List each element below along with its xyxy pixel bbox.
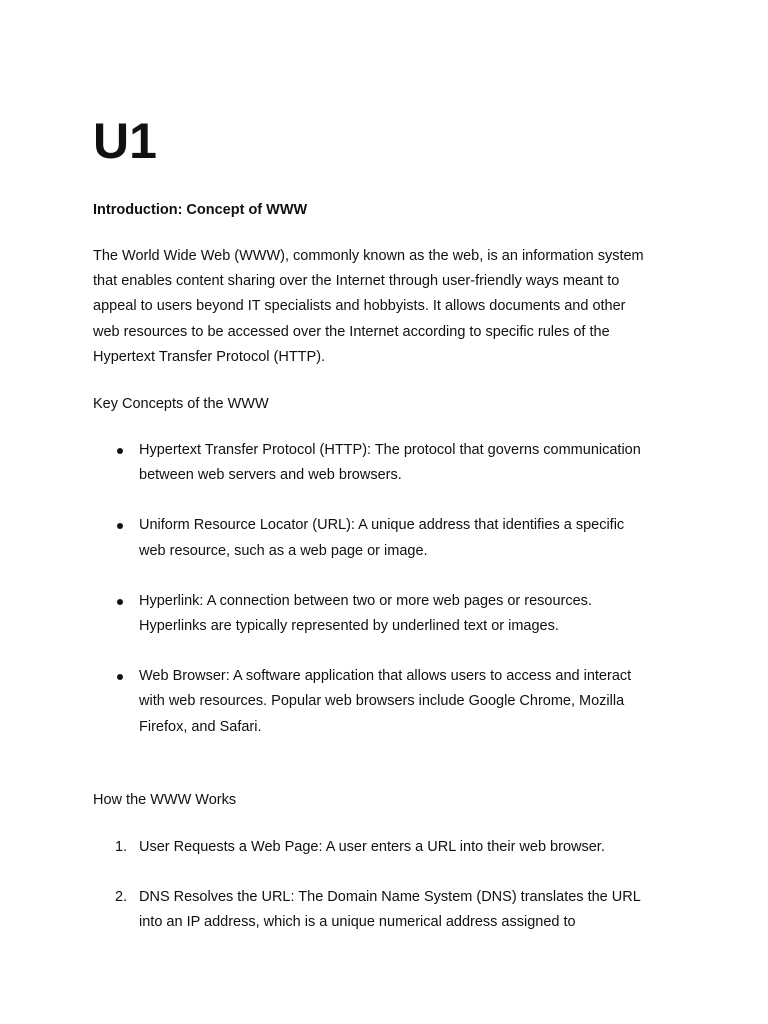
step-number: 1. — [115, 839, 128, 855]
bullet-icon — [117, 599, 123, 605]
how-www-works-steps — [93, 835, 653, 961]
step-number: 2. — [115, 889, 128, 906]
list-item-text: Hyperlink: A connection between two or more web pages or resources. Hyperlinks are typically represented by underlined text or images. — [139, 592, 592, 635]
list-item — [93, 664, 653, 740]
key-concepts-list — [93, 438, 653, 765]
list-item — [93, 885, 653, 935]
list-item — [93, 513, 653, 563]
bullet-icon — [117, 448, 123, 454]
section-heading: Introduction: Concept of WWW — [93, 202, 308, 218]
list-item-text: User Requests a Web Page: A user enters a URL into their web browser. — [139, 839, 605, 855]
bullet-icon — [117, 523, 123, 529]
list-item-text: Uniform Resource Locator (URL): A unique address that identifies a specific web resource, such as a web page or image. — [139, 517, 625, 559]
list-item — [93, 835, 653, 860]
list-item — [93, 589, 653, 639]
list-item — [93, 438, 653, 488]
document-title: U1 — [93, 113, 157, 169]
list-item-text: Hypertext Transfer Protocol (HTTP): The protocol that governs communication between web servers and web browsers. — [139, 442, 641, 484]
bullet-icon — [117, 674, 123, 680]
how-www-works-heading: How the WWW Works — [93, 792, 237, 808]
list-item-text: DNS Resolves the URL: The Domain Name System (DNS) translates the URL into an IP address, which is a unique numerical address assigned to — [139, 889, 641, 931]
key-concepts-heading: Key Concepts of the WWW — [93, 396, 269, 412]
intro-paragraph: The World Wide Web (WWW), commonly known as the web, is an information system that enables content sharing over the Internet through user-friendly ways meant to appeal to users beyond IT specialists and hobbyists. It allows documents and other web resources to be accessed over the Internet according to specific rules of the Hypertext Transfer Protocol (HTTP). — [93, 248, 644, 365]
list-item-text: Web Browser: A software application that allows users to access and interact with web resources. Popular web browsers include Google Chrome, Mozilla Firefox, and Safari. — [139, 668, 632, 735]
